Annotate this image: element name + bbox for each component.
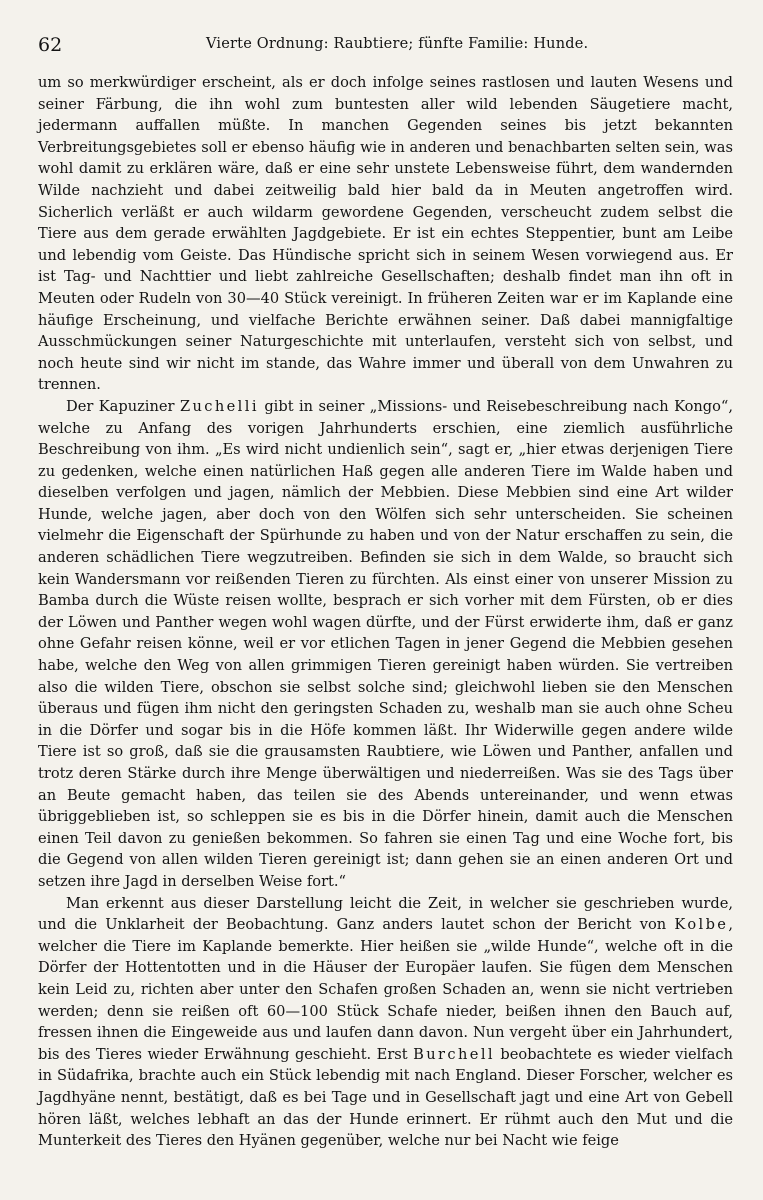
paragraph-3 (38, 893, 733, 1152)
paragraph-1-text: um so merkwürdiger erscheint, als er doch infolge seines rastlosen und lauten Wesens und seiner Färbung, die ihn wohl zum buntesten aller wild lebenden Säugetiere macht, jedermann auffallen müßte. In manchen Gegenden seines bis jetzt bekannten Verbreitungsgebietes soll er ebenso häufig wie in anderen und benachbarten selten sein, was wohl damit zu erklären wäre, daß er eine sehr unstete Lebensweise führt, dem wandernden Wilde nachzieht und dabei zeitweilig bald hier bald da in Meuten angetroffen wird. Sicherlich verläßt er auch wildarm gewordene Gegenden, verscheucht zudem selbst die Tiere aus dem gerade erwählten Jagdgebiete. Er ist ein echtes Steppentier, bunt am Leibe und lebendig vom Geiste. Das Hündische spricht sich in seinem Wesen vorwiegend aus. Er ist Tag- und Nachttier und liebt zahlreiche Gesellschaften; deshalb findet man ihn oft in Meuten oder Rudeln von 30—40 Stück vereinigt. In früheren Zeiten war er im Kaplande eine häufige Erscheinung, und vielfache Berichte erwähnen seiner. Daß dabei mannigfaltige Ausschmückungen seiner Naturgeschichte mit unterlaufen, versteht sich von selbst, und noch heute sind wir nicht im stande, das Wahre immer und überall von dem Unwahren zu trennen. (38, 74, 733, 394)
paragraph-3-text-c: beobachtete es wieder vielfach in Südafrika, brachte auch ein Stück lebendig mit nach England. Dieser Forscher, welcher es Jagdhyäne nennt, bestätigt, daß es bei Tage und in Gesellschaft jagt und eine Art von Gebell hören läßt, welches lebhaft an das der Hunde erinnert. Er rühmt auch den Mut und die Munterkeit des Tieres den Hyänen gegenüber, welche nur bei Nacht wie feige (38, 1045, 733, 1150)
running-head: Vierte Ordnung: Raubtiere; fünfte Familie: Hunde. (206, 36, 589, 52)
paragraph-2-text-a: Der Kapuziner (66, 397, 180, 415)
paragraph-3-text-b: , welcher die Tiere im Kaplande bemerkte. Hier heißen sie „wilde Hunde“, welche oft in die Dörfer der Hottentotten und in die Häuser der Europäer laufen. Sie fügen dem Menschen kein Leid zu, richten aber unter den Schafen großen Schaden an, wenn sie nicht vertrieben werden; denn sie reißen oft 60—100 Stück Schafe nieder, beißen ihnen den Bauch auf, fressen ihnen die Eingeweide aus und laufen dann davon. Nun vergeht über ein Jahrhundert, bis des Tieres wieder Erwähnung geschieht. Erst (38, 916, 733, 1063)
paragraph-3-text-a: Man erkennt aus dieser Darstellung leicht die Zeit, in welcher sie geschrieben wurde, und die Unklarheit der Beobachtung. Ganz anders lautet schon der Bericht von (38, 894, 733, 934)
paragraph-2-text-b: gibt in seiner „Missions- und Reisebeschreibung nach Kongo“, welche zu Anfang des vorigen Jahrhunderts erschien, eine ziemlich ausführliche Beschreibung von ihm. „Es wird nicht undienlich sein“, sagt er, „hier etwas derjenigen Tiere zu gedenken, welche einen natürlichen Haß gegen alle anderen Tiere im Walde haben und dieselben verfolgen und jagen, nämlich der Mebbien. Diese Mebbien sind eine Art wilder Hunde, welche jagen, aber doch von den Wölfen sich sehr unterscheiden. Sie scheinen vielmehr die Eigenschaft der Spürhunde zu haben und von der Natur erschaffen zu sein, die anderen schädlichen Tiere wegzutreiben. Befinden sie sich in dem Walde, so braucht sich kein Wandersmann vor reißenden Tieren zu fürchten. Als einst einer von unserer Mission zu Bamba durch die Wüste reisen wollte, besprach er sich vorher mit dem Fürsten, ob er dies der Löwen und Panther wegen wohl wagen dürfte, und der Fürst erwiderte ihm, daß er ganz ohne Gefahr reisen könne, weil er vor etlichen Tagen in jener Gegend die Mebbien gesehen habe, welche den Weg von allen grimmigen Tieren gereinigt haben würden. Sie vertreiben also die wilden Tiere, obschon sie selbst solche sind; gleichwohl lieben sie den Menschen überaus und fügen ihm nicht den geringsten Schaden zu, weshalb man sie auch ohne Scheu in die Dörfer und sogar bis in die Höfe kommen läßt. Ihr Widerwille gegen andere wilde Tiere ist so groß, daß sie die grausamsten Raubtiere, wie Löwen und Panther, anfallen und trotz deren Stärke durch ihre Menge überwältigen und niederreißen. Was sie des Tags über an Beute gemacht haben, das teilen sie des Abends untereinander, und wenn etwas übriggeblieben ist, so schleppen sie es bis in die Dörfer hinein, damit auch die Menschen einen Teil davon zu genießen bekommen. So fahren sie einen Tag und eine Woche fort, bis die Gegend von allen wilden Tieren gereinigt ist; dann gehen sie an einen anderen Ort und setzen ihre Jagd in derselben Weise fort.“ (38, 397, 733, 890)
author-name-kolbe: Kolbe (674, 916, 729, 934)
author-name-burchell: Burchell (413, 1045, 495, 1063)
paragraph-2 (38, 396, 733, 893)
page-number: 62 (38, 34, 63, 56)
paragraph-1 (38, 72, 733, 396)
author-name-zuchelli: Zuchelli (179, 397, 259, 415)
body-text (38, 72, 733, 1152)
page-header (38, 26, 733, 60)
